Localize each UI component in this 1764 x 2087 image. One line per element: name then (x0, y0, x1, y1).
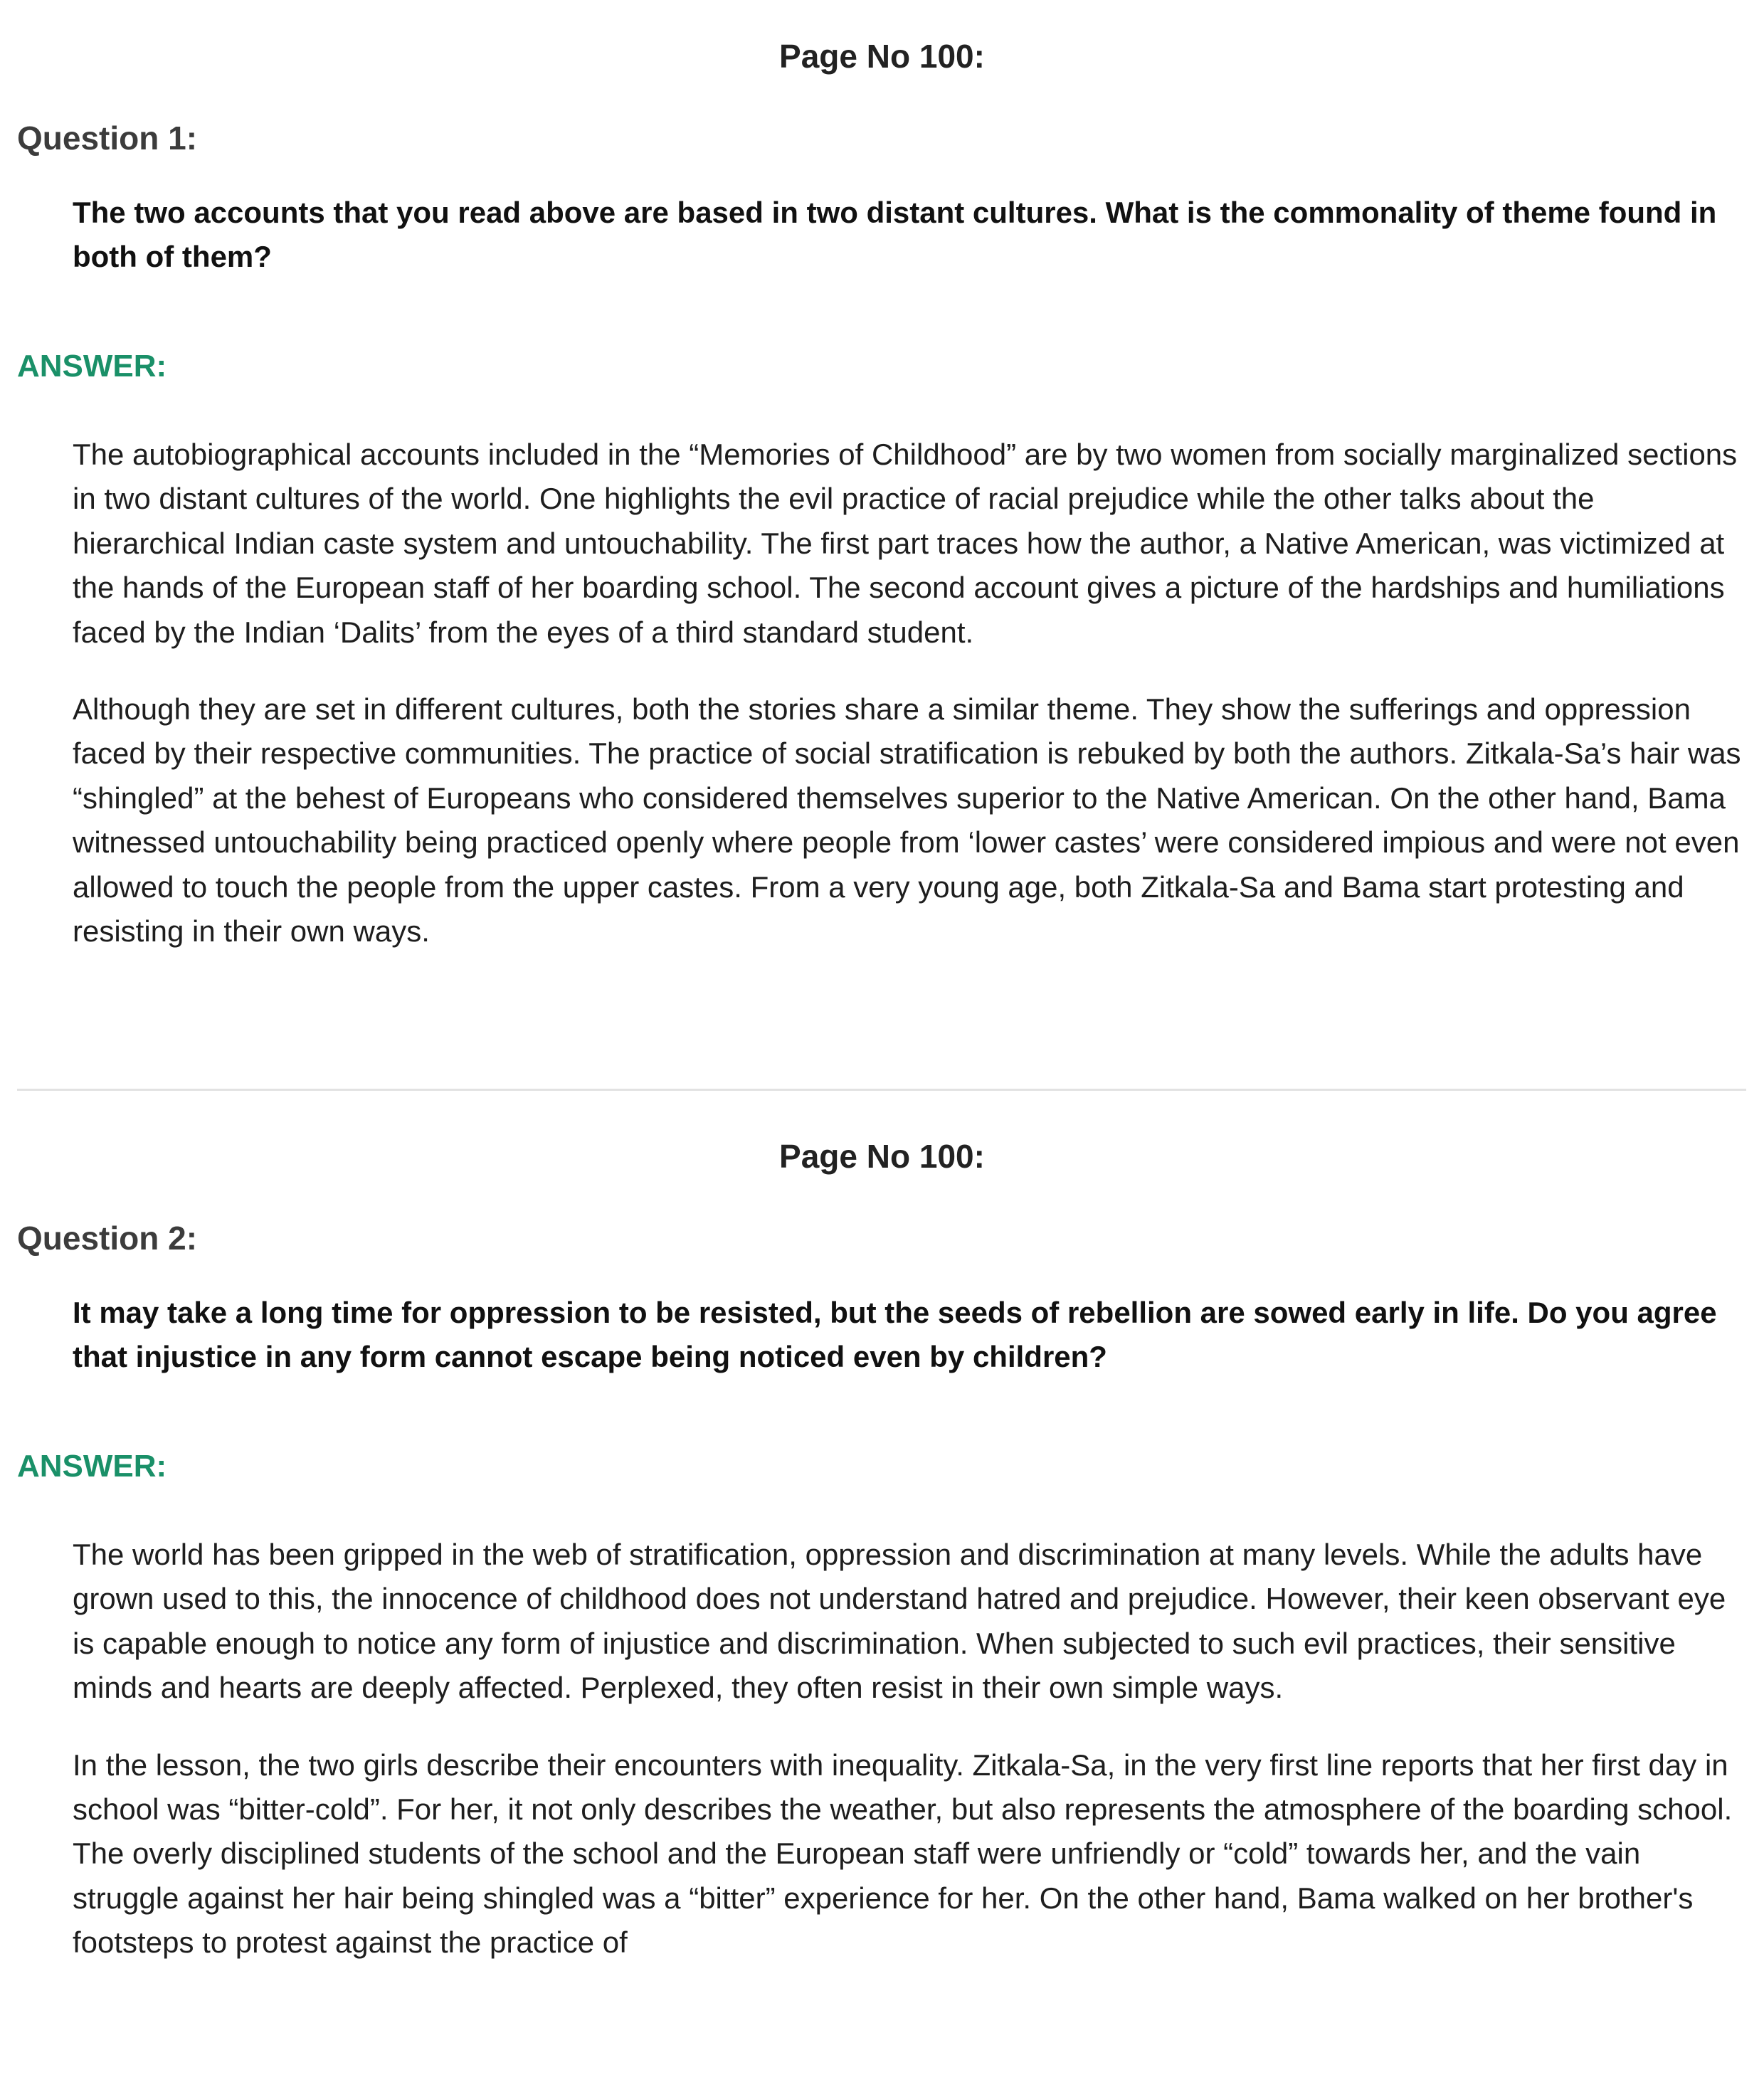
page-number-heading: Page No 100: (779, 38, 985, 75)
answer-paragraph: In the lesson, the two girls describe their encounters with inequality. Zitkala-Sa, in the very first line reports that her first day in school was “bitter-cold”. For her, it not only describes the weather, but also represents the atmosphere of the boarding school. The overly disciplined students of the school and the European staff were unfriendly or “cold” towards her, and the vain struggle against her hair being shingled was a “bitter” experience for her. On the other hand, Bama walked on her brother's footsteps to protest against the practice of (73, 1748, 1733, 1960)
section-divider (17, 1089, 1746, 1091)
question-label: Question 2: (17, 1220, 198, 1257)
question-text: The two accounts that you read above are based in two distant cultures. What is the commonality of theme found in both of them? (73, 196, 1717, 273)
answer-body (73, 433, 1752, 986)
answer-paragraph: The world has been gripped in the web of stratification, oppression and discrimination at many levels. While the adults have grown used to this, the innocence of childhood does not understand hatred and prejudice. However, their keen observant eye is capable enough to notice any form of injustice and discrimination. When subjected to such evil practices, their sensitive minds and hearts are deeply affected. Perplexed, they often resist in their own simple ways. (73, 1538, 1726, 1705)
answer-label: ANSWER: (17, 349, 167, 384)
question-label: Question 1: (17, 120, 198, 157)
question-text: It may take a long time for oppression to be resisted, but the seeds of rebellion are sowed early in life. Do you agree that injustice in any form cannot escape being noticed even by children? (73, 1296, 1717, 1373)
answer-label: ANSWER: (17, 1449, 167, 1484)
answer-paragraph: Although they are set in different cultures, both the stories share a similar theme. They show the sufferings and oppression faced by their respective communities. The practice of social stratification is rebuked by both the authors. Zitkala-Sa’s hair was “shingled” at the behest of Europeans who considered themselves superior to the Native American. On the other hand, Bama witnessed untouchability being practiced openly where people from ‘lower castes’ were considered impious and were not even allowed to touch the people from the upper castes. From a very young age, both Zitkala-Sa and Bama start protesting and resisting in their own ways. (73, 692, 1741, 949)
answer-paragraph: The autobiographical accounts included in the “Memories of Childhood” are by two women from socially marginalized sections in two distant cultures of the world. One highlights the evil practice of racial prejudice while the other talks about the hierarchical Indian caste system and untouchability. The first part traces how the author, a Native American, was victimized at the hands of the European staff of her boarding school. The second account gives a picture of the hardships and humiliations faced by the Indian ‘Dalits’ from the eyes of a third standard student. (73, 438, 1738, 649)
answer-body (73, 1533, 1752, 1998)
page-number-heading: Page No 100: (779, 1138, 985, 1175)
